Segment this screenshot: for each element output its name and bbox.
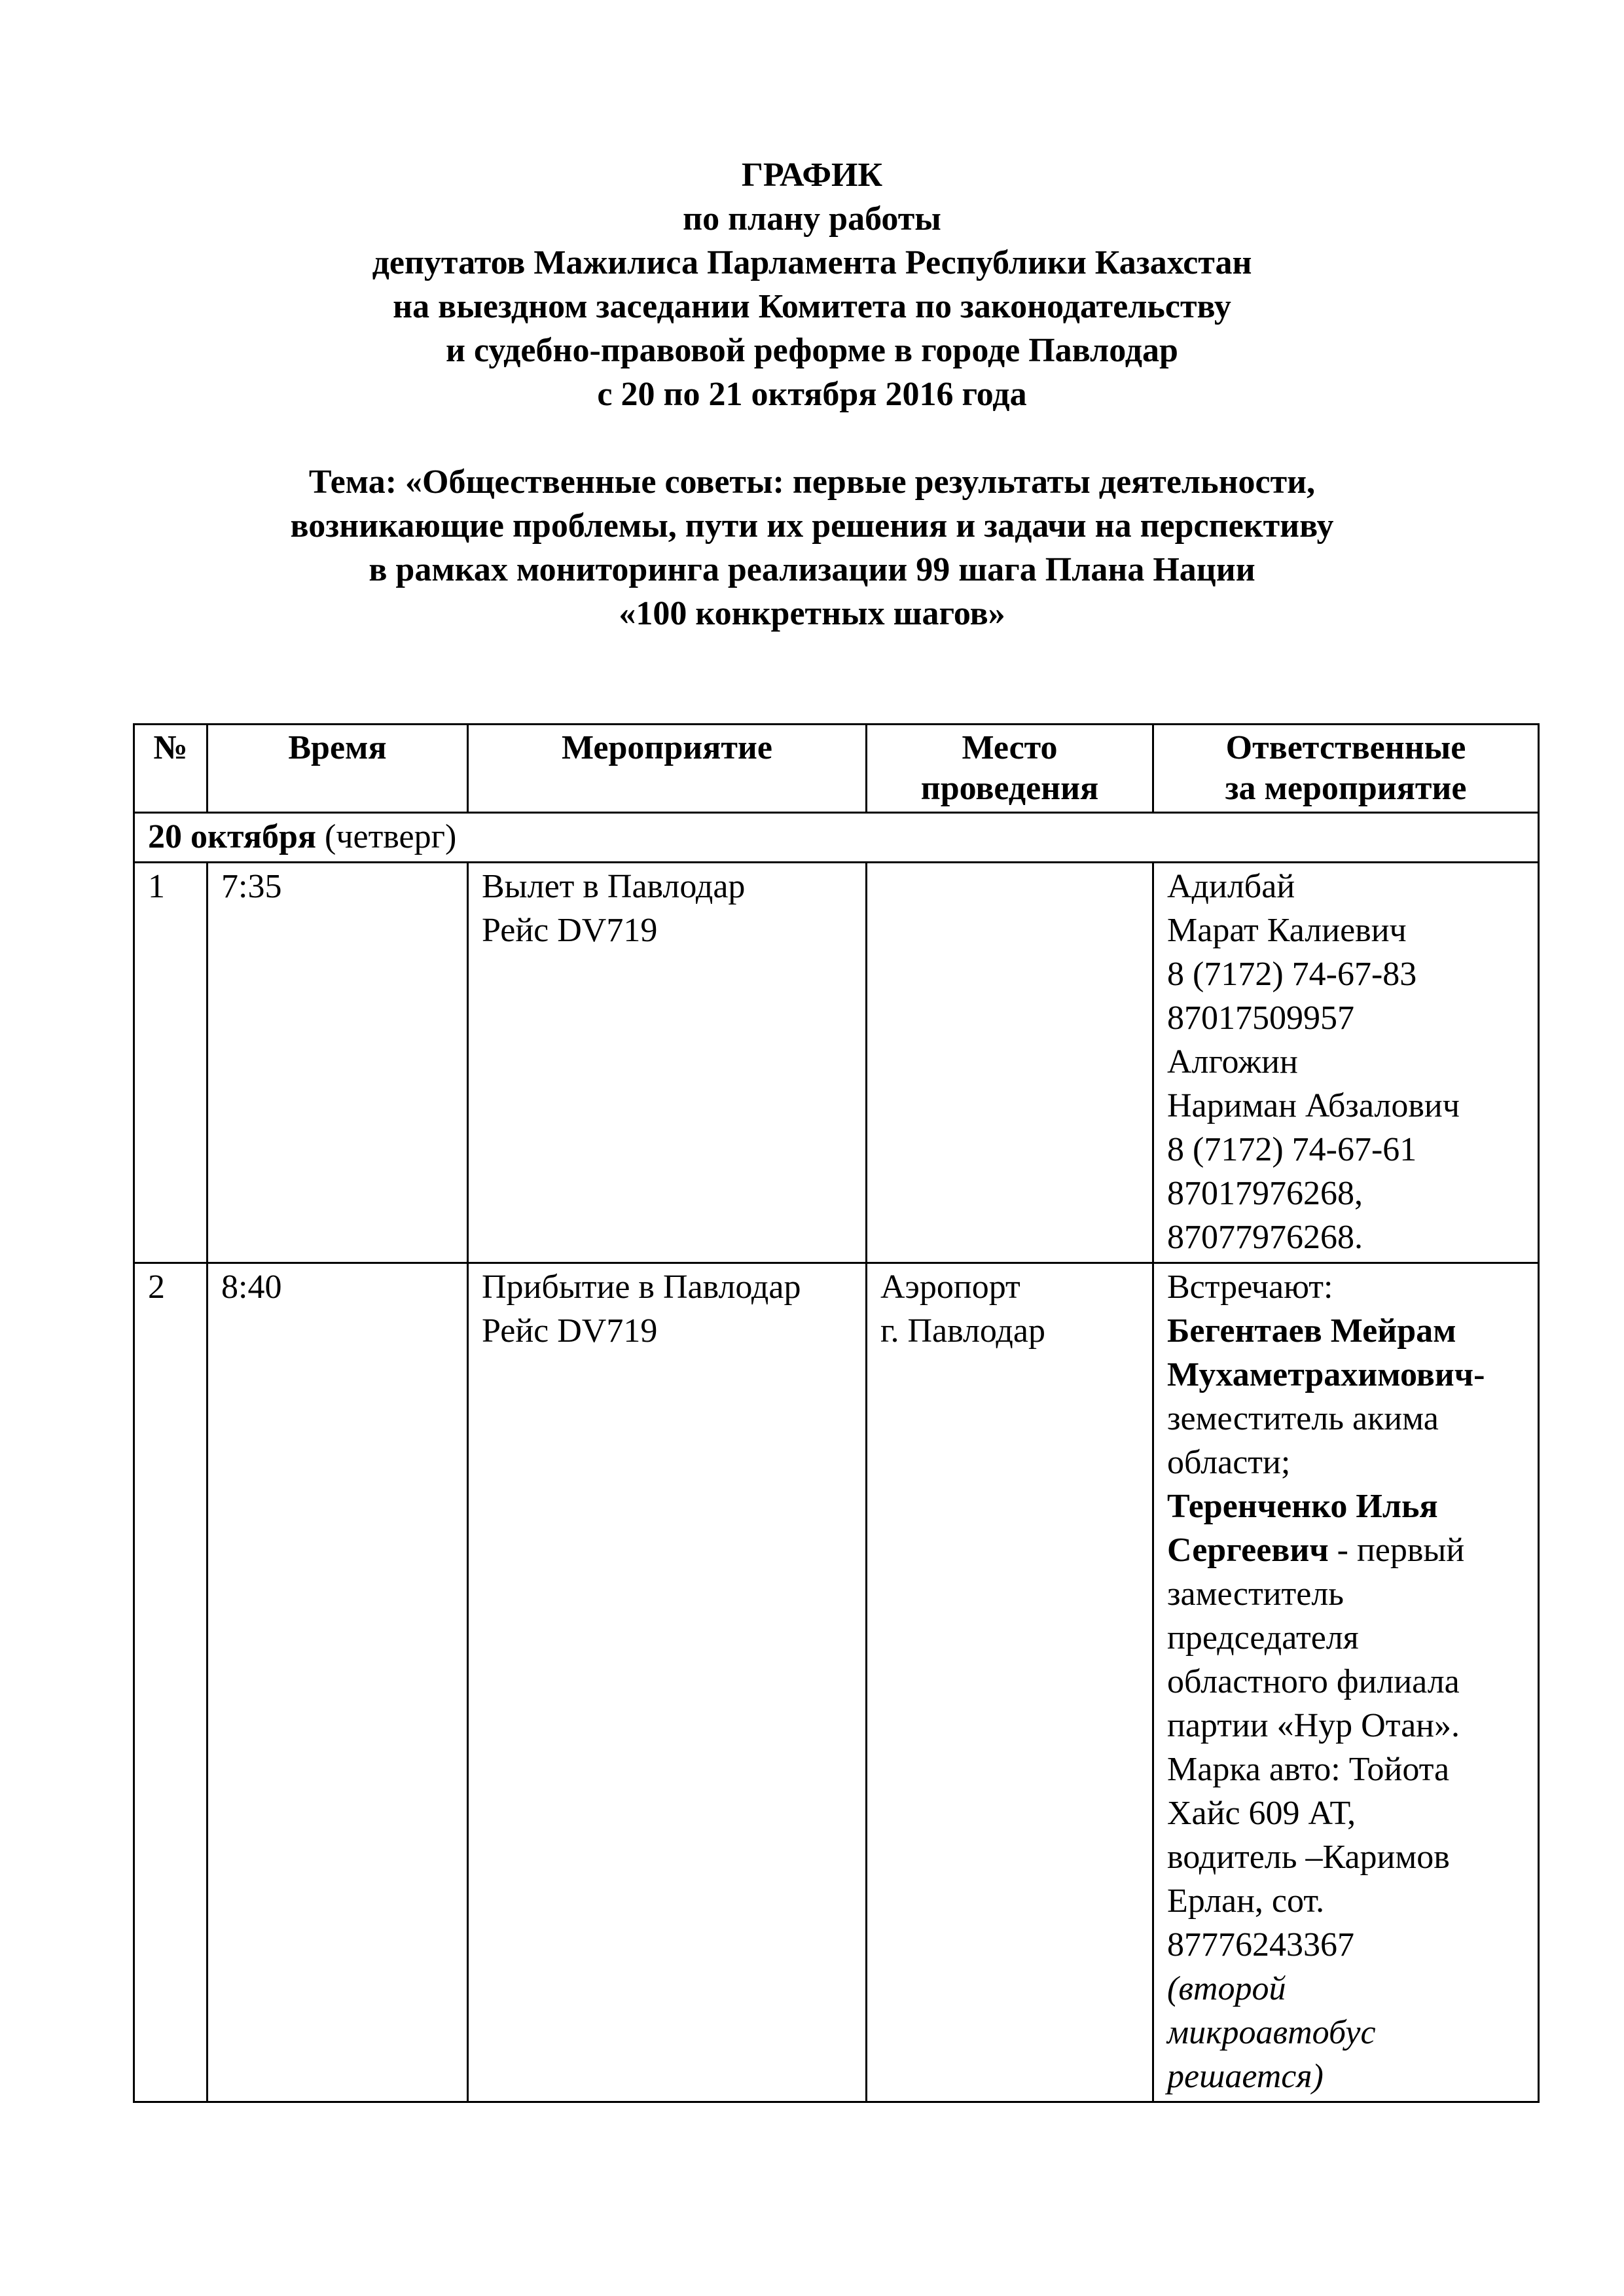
responsible-line: области; [1167,1444,1291,1481]
responsible-note: (второй [1167,1970,1286,2007]
heading-dates: с 20 по 21 октября 2016 года [597,376,1027,413]
responsible-line: водитель –Каримов [1167,1839,1450,1876]
event-line: Прибытие в Павлодар [482,1268,801,1306]
heading-line: и судебно-правовой реформе в городе Павлодар [446,332,1178,369]
responsible-name: Бегентаев Мейрам [1167,1312,1456,1350]
header-place-line: проведения [920,770,1099,807]
place-line: Аэропорт [880,1268,1020,1306]
row-num: 2 [134,1263,208,2102]
responsible-line: председателя [1167,1619,1359,1657]
day-date: 20 октября [148,818,317,855]
responsible-line: Адилбай [1167,868,1295,905]
responsible-name: Мухаметрахимович- [1167,1356,1485,1393]
heading-title: ГРАФИК [741,156,883,194]
table-row [134,1263,1539,2102]
responsible-line: земеститель акима [1167,1400,1439,1437]
topic-line: Тема: «Общественные советы: первые результаты деятельности, [308,463,1316,501]
row-time: 7:35 [208,863,468,1263]
responsible-line: Нариман Абзалович [1167,1087,1460,1124]
responsible-note: микроавтобус [1167,2014,1376,2051]
responsible-line: Встречают: [1167,1268,1333,1306]
responsible-line: 87017976268, [1167,1175,1363,1212]
table-row [134,863,1539,1263]
heading-line: на выездном заседании Комитета по законодательству [393,288,1231,325]
event-line: Рейс DV719 [482,1312,658,1350]
document-heading [0,153,1624,416]
responsible-note: решается) [1167,2058,1324,2095]
responsible-line: заместитель [1167,1575,1344,1613]
header-time: Время [208,725,468,813]
responsible-role: - первый [1328,1532,1465,1569]
day-cell [134,813,1539,863]
document-topic [0,460,1624,636]
responsible-line: Хайс 609 АТ, [1167,1795,1356,1832]
responsible-line: Марка авто: Тойота [1167,1751,1450,1788]
topic-line: в рамках мониторинга реализации 99 шага Плана Нации [369,551,1255,588]
topic-line: «100 конкретных шагов» [619,595,1005,632]
heading-line: по плану работы [683,200,941,238]
header-responsible-line: Ответственные [1225,729,1466,766]
responsible-line: 87077976268. [1167,1219,1363,1256]
responsible-line: 8 (7172) 74-67-61 [1167,1131,1417,1168]
event-line: Рейс DV719 [482,912,658,949]
responsible-line [1167,1528,1525,1572]
responsible-name: Теренченко Илья [1167,1488,1438,1525]
row-place [867,863,1153,1263]
place-line: г. Павлодар [880,1312,1045,1350]
responsible-line: Алгожин [1167,1043,1298,1081]
responsible-line: партии «Нур Отан». [1167,1707,1460,1744]
row-responsible [1153,1263,1539,2102]
row-time: 8:40 [208,1263,468,2102]
event-line: Вылет в Павлодар [482,868,746,905]
responsible-line: 8 (7172) 74-67-83 [1167,956,1417,993]
responsible-line: областного филиала [1167,1663,1460,1700]
day-row [134,813,1539,863]
header-responsible [1153,725,1539,813]
responsible-line: 87017509957 [1167,999,1354,1037]
header-place-line: Место [962,729,1058,766]
header-num: № [134,725,208,813]
responsible-line: Марат Калиевич [1167,912,1407,949]
responsible-line: 87776243367 [1167,1926,1354,1964]
row-num: 1 [134,863,208,1263]
table-header-row [134,725,1539,813]
row-event [468,863,867,1263]
topic-line: возникающие проблемы, пути их решения и задачи на перспективу [290,507,1334,545]
heading-line: депутатов Мажилиса Парламента Республики Казахстан [372,244,1252,281]
header-place [867,725,1153,813]
day-weekday: (четверг) [325,818,457,855]
row-place [867,1263,1153,2102]
responsible-name: Сергеевич [1167,1532,1329,1569]
header-responsible-line: за мероприятие [1225,770,1467,807]
schedule-table [133,723,1540,2103]
header-event: Мероприятие [468,725,867,813]
row-event [468,1263,867,2102]
responsible-line: Ерлан, сот. [1167,1882,1325,1920]
row-responsible [1153,863,1539,1263]
